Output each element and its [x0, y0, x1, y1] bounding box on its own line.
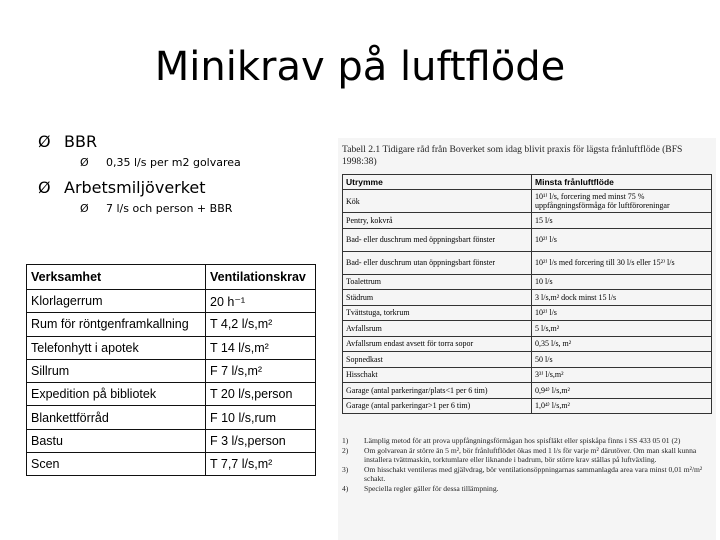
- cell: Tvättstuga, torkrum: [343, 305, 532, 321]
- footnote-number: 3): [342, 464, 349, 474]
- exhaust-flow-table: [342, 174, 712, 414]
- cell: 10²⁾ l/s med forcering till 30 l/s eller 15²⁾ l/s: [532, 251, 712, 274]
- ventilation-requirements-table: [26, 264, 316, 476]
- bullet-bbr: [38, 132, 97, 151]
- bullet-arrow-icon: Ø: [80, 202, 89, 215]
- table-header-row: [343, 175, 712, 190]
- bullet-arrow-icon: Ø: [80, 156, 89, 169]
- table-row: [343, 336, 712, 352]
- cell: 1,0⁴⁾ l/s,m²: [532, 398, 712, 414]
- cell: T 7,7 l/s,m²: [206, 453, 316, 476]
- table-row: [343, 251, 712, 274]
- table-row: [343, 367, 712, 383]
- column-header: Verksamhet: [27, 265, 206, 290]
- table-row: [27, 453, 316, 476]
- footnote-text: Lämplig metod för att prova uppfångningsförmågan hos spisfläkt eller spiskåpa finns i SS 433 05 01 (2): [364, 436, 681, 445]
- cell: 10²⁾ l/s: [532, 228, 712, 251]
- footnote: [342, 465, 712, 484]
- footnote-text: Om golvarean är större än 5 m², bör frånluftflödet ökas med 1 l/s för varje m² därutöver. Om man skall kunna installera tvättmaskin, torktumlare eller liknande i badrum, bör större krav ställas på luftväxling.: [364, 445, 697, 465]
- bullet-label: BBR: [64, 132, 98, 151]
- footnote: [342, 484, 712, 494]
- cell: Städrum: [343, 290, 532, 306]
- cell: F 7 l/s,m²: [206, 359, 316, 382]
- table-row: [27, 336, 316, 359]
- table-row: [343, 213, 712, 229]
- footnote-number: 1): [342, 436, 349, 445]
- cell: 3 l/s,m² dock minst 15 l/s: [532, 290, 712, 306]
- cell: T 20 l/s,person: [206, 383, 316, 406]
- cell: 20 h⁻¹: [206, 290, 316, 313]
- column-header: Minsta frånluftflöde: [532, 175, 712, 190]
- cell: Avfallsrum endast avsett för torra sopor: [343, 336, 532, 352]
- table-row: [343, 290, 712, 306]
- bullet-label: Arbetsmiljöverket: [64, 178, 206, 197]
- bullet-arrow-icon: Ø: [38, 178, 51, 197]
- table-row: [27, 290, 316, 313]
- cell: Blankettförråd: [27, 406, 206, 429]
- cell: F 3 l/s,person: [206, 429, 316, 452]
- cell: Garage (antal parkeringar>1 per 6 tim): [343, 398, 532, 414]
- cell: Garage (antal parkeringar/plats<1 per 6 tim): [343, 383, 532, 399]
- table-row: [343, 190, 712, 213]
- cell: T 14 l/s,m²: [206, 336, 316, 359]
- cell: Klorlagerrum: [27, 290, 206, 313]
- table-row: [343, 228, 712, 251]
- table-row: [343, 383, 712, 399]
- table-row: [343, 305, 712, 321]
- cell: Pentry, kokvrå: [343, 213, 532, 229]
- footnote: [342, 436, 712, 446]
- table-row: [27, 359, 316, 382]
- cell: Sillrum: [27, 359, 206, 382]
- footnote-text: Speciella regler gäller för dessa tillämpning.: [364, 483, 499, 493]
- cell: 10¹⁾ l/s, forcering med minst 75 % uppfångningsförmåga för luftföroreningar: [532, 190, 712, 213]
- cell: Toalettrum: [343, 274, 532, 290]
- cell: Bad- eller duschrum utan öppningsbart fönster: [343, 251, 532, 274]
- cell: Bad- eller duschrum med öppningsbart fönster: [343, 228, 532, 251]
- table-row: [27, 383, 316, 406]
- cell: 50 l/s: [532, 352, 712, 368]
- footnote: [342, 446, 712, 465]
- cell: 0,9⁴⁾ l/s,m²: [532, 383, 712, 399]
- cell: 5 l/s,m²: [532, 321, 712, 337]
- cell: 10²⁾ l/s: [532, 305, 712, 321]
- footnote-number: 2): [342, 445, 349, 455]
- cell: Bastu: [27, 429, 206, 452]
- table-footnotes: [342, 436, 712, 494]
- footnote-text: Om hisschakt ventileras med gjälvdrag, bör ventilationsöppningarnas sammanlagda area vara minst 0,01 m²/m² schakt.: [364, 464, 703, 484]
- table-row: [343, 274, 712, 290]
- sub-bullet-bbr: [80, 156, 241, 169]
- cell: 15 l/s: [532, 213, 712, 229]
- cell: 10 l/s: [532, 274, 712, 290]
- cell: Avfallsrum: [343, 321, 532, 337]
- table-row: [27, 429, 316, 452]
- table-header-row: [27, 265, 316, 290]
- table-caption: Tabell 2.1 Tidigare råd från Boverket som idag blivit praxis för lägsta frånluftflöde (BFS 1998:38): [342, 144, 683, 167]
- cell: Kök: [343, 190, 532, 213]
- bullet-arbetsmiljoverket: [38, 178, 206, 197]
- cell: T 4,2 l/s,m²: [206, 313, 316, 336]
- table-row: [27, 313, 316, 336]
- sub-bullet-label: 7 l/s och person + BBR: [106, 202, 233, 215]
- footnote-number: 4): [342, 483, 349, 493]
- table-row: [343, 398, 712, 414]
- cell: Rum för röntgenframkallning: [27, 313, 206, 336]
- cell: Sopnedkast: [343, 352, 532, 368]
- cell: Scen: [27, 453, 206, 476]
- table-row: [27, 406, 316, 429]
- bullet-arrow-icon: Ø: [38, 132, 51, 151]
- sub-bullet-label: 0,35 l/s per m2 golvarea: [106, 156, 241, 169]
- cell: Hisschakt: [343, 367, 532, 383]
- cell: F 10 l/s,rum: [206, 406, 316, 429]
- sub-bullet-arbetsmiljoverket: [80, 202, 232, 215]
- table-row: [343, 352, 712, 368]
- cell: 0,35 l/s, m²: [532, 336, 712, 352]
- table-row: [343, 321, 712, 337]
- cell: Expedition på bibliotek: [27, 383, 206, 406]
- column-header: Utrymme: [343, 175, 532, 190]
- cell: Telefonhytt i apotek: [27, 336, 206, 359]
- slide-title: Minikrav på luftflöde: [154, 44, 566, 90]
- cell: 3³⁾ l/s,m²: [532, 367, 712, 383]
- column-header: Ventilationskrav: [206, 265, 316, 290]
- scanned-table-image: [338, 138, 716, 540]
